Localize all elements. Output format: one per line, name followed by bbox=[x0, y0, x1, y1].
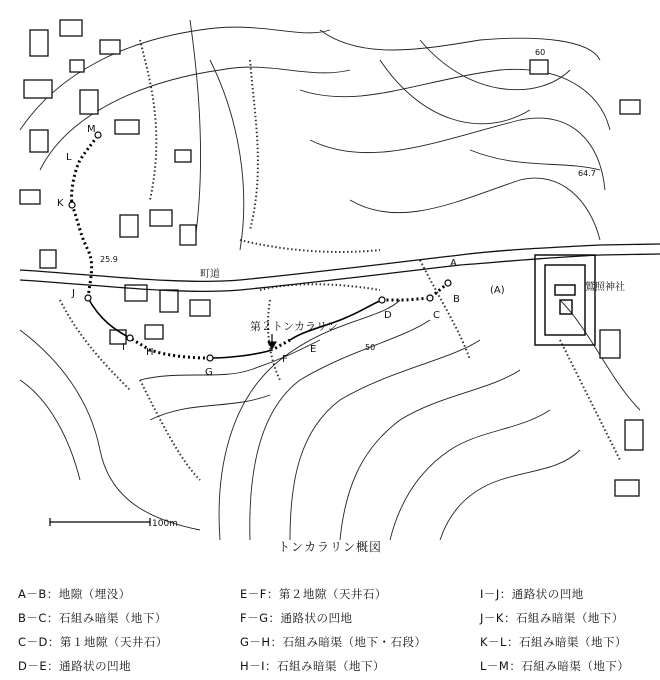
legend-text: 石組み暗渠（地下） bbox=[521, 659, 630, 673]
legend-item: J－K：石組み暗渠（地下） bbox=[480, 611, 624, 625]
legend-range: D－E bbox=[18, 659, 48, 673]
legend-text: 通路状の凹地 bbox=[511, 587, 584, 601]
legend-column-1 bbox=[18, 582, 168, 678]
legend-item: H－I：石組み暗渠（地下） bbox=[240, 659, 386, 673]
legend-text: 地隙（埋没） bbox=[58, 587, 131, 601]
cliff-hatch-lines bbox=[60, 40, 620, 480]
contour-label-50: 50 bbox=[365, 343, 376, 352]
map-caption: トンカラリン概図 bbox=[277, 540, 382, 554]
legend-range: F－G bbox=[240, 611, 269, 625]
legend-text: 石組み暗渠（地下） bbox=[277, 659, 386, 673]
scale-label: 100m bbox=[152, 519, 178, 529]
route-dotted-upper bbox=[382, 283, 448, 300]
region-label: (A) bbox=[490, 285, 505, 296]
road-label: 町道 bbox=[200, 269, 220, 280]
legend-text: 第２地隙（天井石） bbox=[278, 587, 387, 601]
legend-range: E－F bbox=[240, 587, 267, 601]
point-label-d: D bbox=[384, 310, 392, 321]
legend-item: I－J：通路状の凹地 bbox=[480, 587, 584, 601]
legend-text: 第１地隙（天井石） bbox=[59, 635, 168, 649]
legend-item: E－F：第２地隙（天井石） bbox=[240, 587, 387, 601]
legend-range: H－I bbox=[240, 659, 266, 673]
contour-label-60: 60 bbox=[535, 48, 546, 57]
shrine-label: 鷲照神社 bbox=[585, 282, 625, 293]
legend-range: L－M bbox=[480, 659, 510, 673]
route-dotted-g-h bbox=[130, 338, 210, 358]
legend-range: G－H bbox=[240, 635, 271, 649]
point-label-e: E bbox=[310, 344, 317, 355]
legend-item: K－L：石組み暗渠（地下） bbox=[480, 635, 627, 649]
point-label-g: G bbox=[205, 367, 213, 378]
point-label-m: M bbox=[87, 124, 96, 135]
legend-item: D－E：通路状の凹地 bbox=[18, 659, 132, 673]
legend-text: 石組み暗渠（地下） bbox=[518, 635, 627, 649]
point-label-j: J bbox=[72, 288, 75, 299]
legend bbox=[18, 582, 648, 678]
legend-item: B－C：石組み暗渠（地下） bbox=[18, 611, 167, 625]
tunnel-label: 第２トンカラリン bbox=[250, 320, 338, 333]
legend-range: I－J bbox=[480, 587, 500, 601]
legend-item: L－M：石組み暗渠（地下） bbox=[480, 659, 630, 673]
point-label-c: C bbox=[433, 310, 440, 321]
legend-text: 石組み暗渠（地下・石段） bbox=[282, 635, 427, 649]
legend-text: 通路状の凹地 bbox=[280, 611, 353, 625]
legend-range: A－B bbox=[18, 587, 47, 601]
legend-range: K－L bbox=[480, 635, 507, 649]
point-label-k: K bbox=[57, 198, 64, 209]
legend-text: 石組み暗渠（地下） bbox=[58, 611, 167, 625]
legend-range: C－D bbox=[18, 635, 48, 649]
legend-text: 石組み暗渠（地下） bbox=[515, 611, 624, 625]
point-label-f: F bbox=[282, 354, 288, 365]
legend-column-3 bbox=[480, 582, 629, 678]
legend-item: F－G：通路状の凹地 bbox=[240, 611, 353, 625]
legend-text: 通路状の凹地 bbox=[59, 659, 132, 673]
legend-item: C－D：第１地隙（天井石） bbox=[18, 635, 168, 649]
legend-range: B－C bbox=[18, 611, 47, 625]
route-solid-f-g bbox=[210, 350, 272, 358]
point-label-i: I bbox=[122, 342, 125, 353]
shrine-precinct bbox=[535, 255, 595, 345]
scale-bar bbox=[50, 518, 150, 526]
legend-column-2 bbox=[240, 582, 427, 678]
road-height-label: 25.9 bbox=[100, 255, 118, 264]
spot-height-label: 64.7 bbox=[578, 169, 596, 178]
point-label-a: A bbox=[450, 258, 457, 269]
legend-item: G－H：石組み暗渠（地下・石段） bbox=[240, 635, 427, 649]
legend-item: A－B：地隙（埋没） bbox=[18, 587, 131, 601]
point-label-b: B bbox=[453, 294, 460, 305]
point-label-l: L bbox=[66, 152, 72, 163]
point-label-h: H bbox=[146, 347, 154, 358]
map-annotations bbox=[100, 48, 625, 352]
legend-range: J－K bbox=[480, 611, 504, 625]
